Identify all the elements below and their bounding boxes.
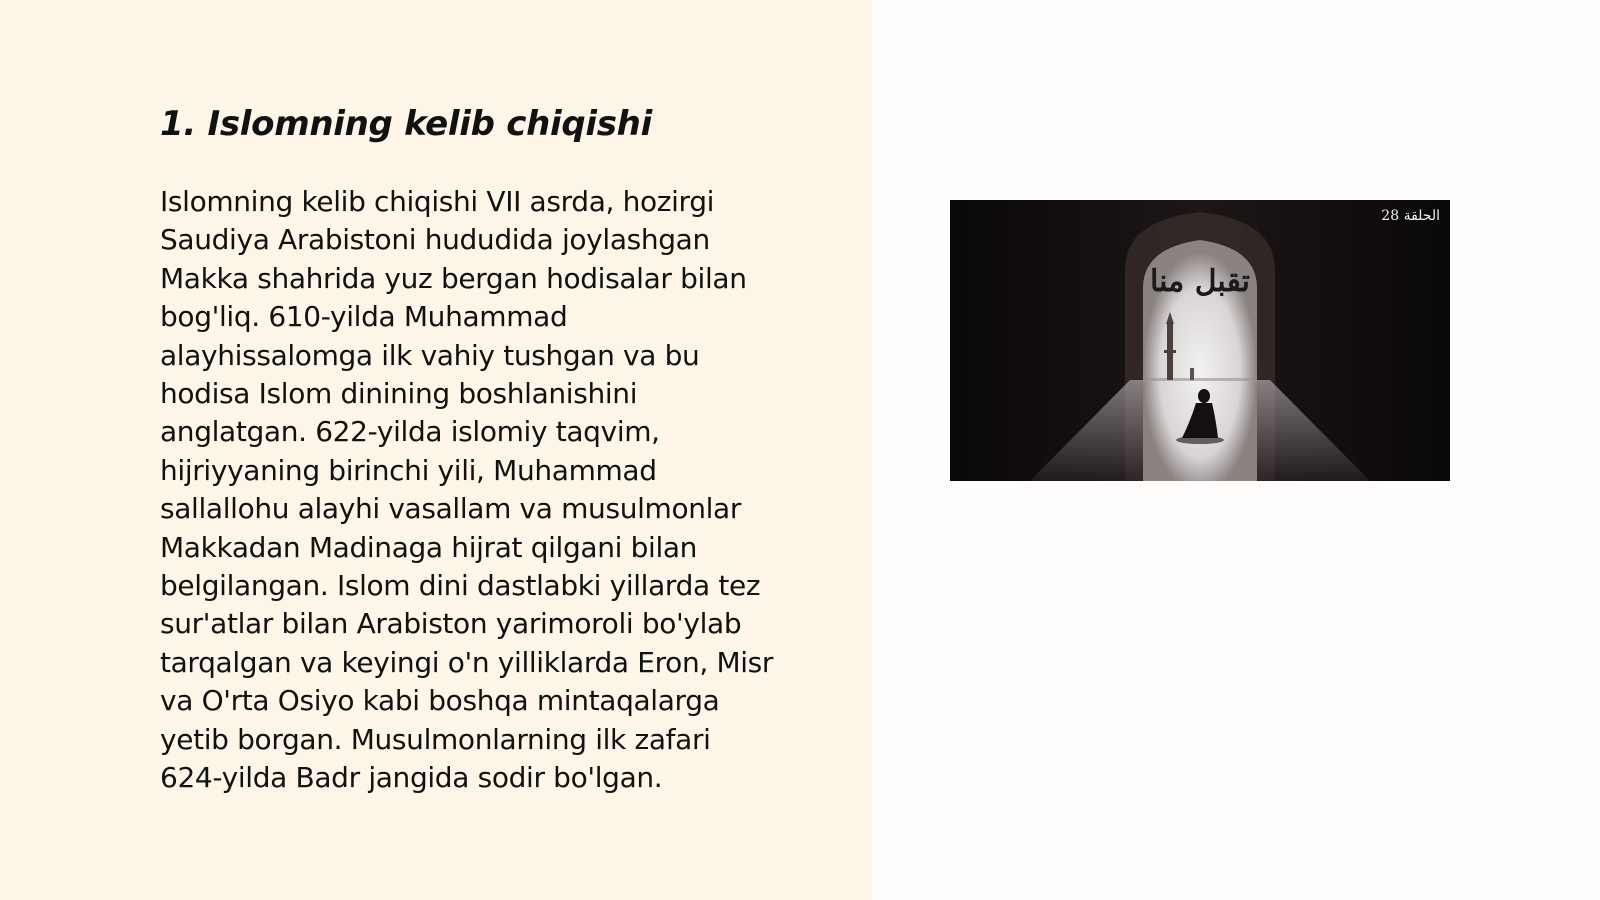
photo-caption: الحلقة 28 xyxy=(1381,208,1440,224)
body-line: Makkadan Madinaga hijrat qilgani bilan xyxy=(160,530,698,564)
body-line: bog'liq. 610-yilda Muhammad xyxy=(160,300,568,334)
body-line: hijriyyaning birinchi yili, Muhammad xyxy=(160,453,657,487)
body-line: hodisa Islom dinining boshlanishini xyxy=(160,377,638,411)
body-line: va O'rta Osiyo kabi boshqa mintaqalarga xyxy=(160,684,720,718)
photo-artwork xyxy=(950,200,1450,481)
body-line: anglatgan. 622-yilda islomiy taqvim, xyxy=(160,415,660,449)
body-line: belgilangan. Islom dini dastlabki yillarda tez xyxy=(160,569,761,603)
photo-calligraphy: تقبل منا xyxy=(1149,264,1250,299)
body-line: sur'atlar bilan Arabiston yarimoroli bo'ylab xyxy=(160,607,742,641)
body-line: yetib borgan. Musulmonlarning ilk zafari xyxy=(160,722,711,756)
slide-body xyxy=(160,183,840,798)
body-line: alayhissalomga ilk vahiy tushgan va bu xyxy=(160,338,700,372)
body-line: Islomning kelib chiqishi VII asrda, hozirgi xyxy=(160,185,715,218)
body-line: tarqalgan va keyingi o'n yilliklarda Eron, Misr xyxy=(160,645,774,679)
mosque-arch-prayer-image xyxy=(950,200,1450,481)
body-line: Makka shahrida yuz bergan hodisalar bilan xyxy=(160,261,747,295)
body-line: Saudiya Arabistoni hududida joylashgan xyxy=(160,223,710,257)
body-line: 624-yilda Badr jangida sodir bo'lgan. xyxy=(160,761,663,795)
slide-title: 1. Islomning kelib chiqishi xyxy=(160,104,652,144)
body-line: sallallohu alayhi vasallam va musulmonlar xyxy=(160,492,742,526)
